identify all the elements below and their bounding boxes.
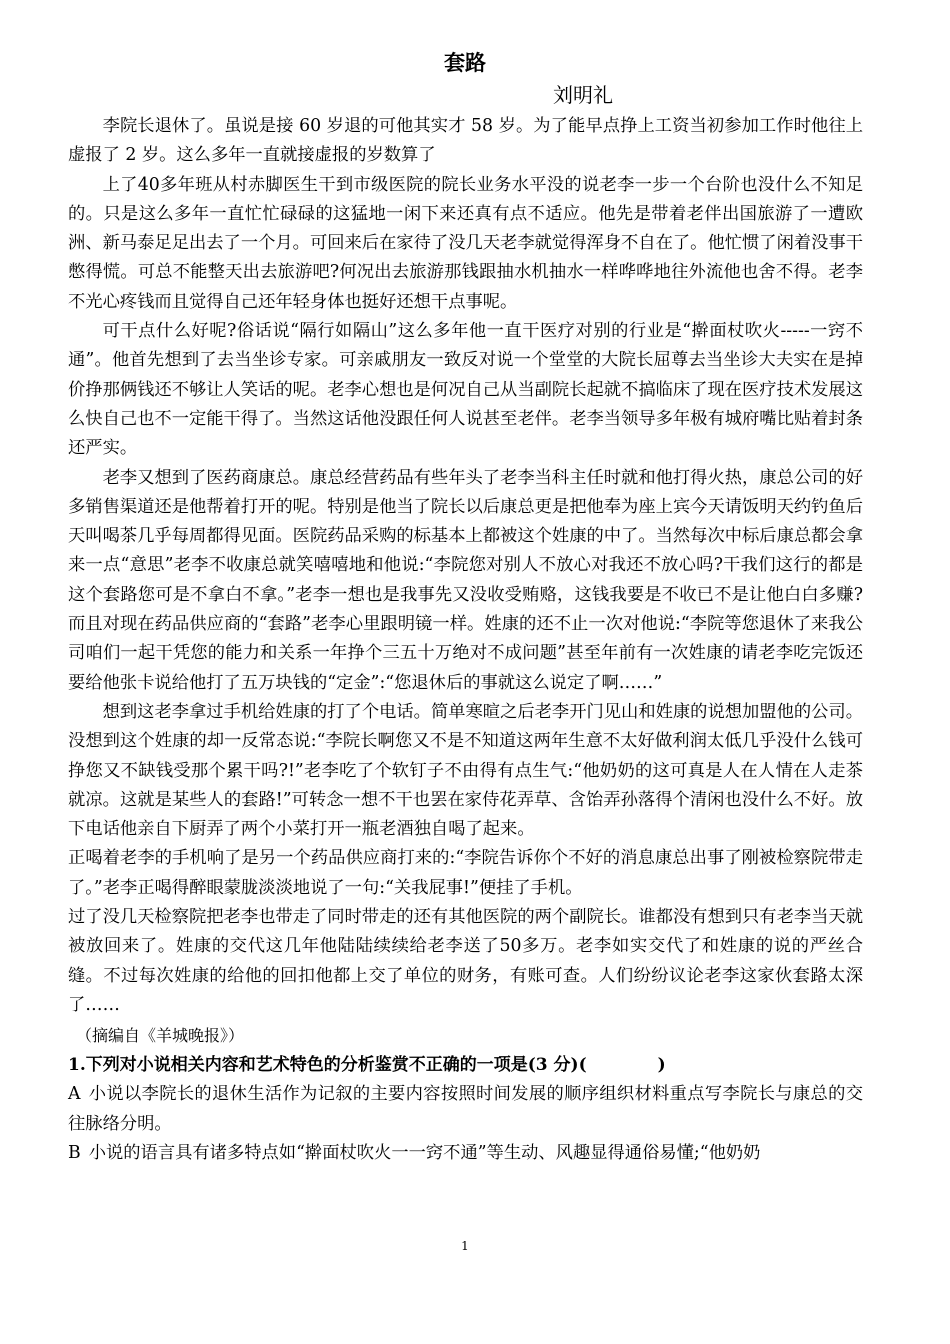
question-1-close: ) bbox=[657, 1055, 666, 1076]
option-b bbox=[68, 1139, 863, 1169]
paragraph-3: 可干点什么好呢?俗话说“隔行如隔山”这么多年他一直干医疗对别的行业是“擀面杖吹火-----一窍不通”。他首先想到了去当坐诊专家。可亲戚朋友一致反对说一个堂堂的大院长屈尊去当坐诊大夫实在是掉价挣那俩钱还不够让人笑话的呢。老李心想也是何况自己从当副院长起就不搞临床了现在医疗技术发展这么快自己也不一定能干得了。当然这话他没跟任何人说甚至老伴。老李当领导多年极有城府嘴比贴着封条还严实。 bbox=[68, 321, 863, 459]
story-title: 套路 bbox=[444, 50, 486, 75]
page-number: 1 bbox=[461, 1239, 469, 1253]
paragraph-1: 李院长退休了。虽说是接 60 岁退的可他其实才 58 岁。为了能早点挣上工资当初参加工作时他往上虚报了 2 岁。这么多年一直就接虚报的岁数算了 bbox=[68, 116, 863, 166]
question-1-text: 1.下列对小说相关内容和艺术特色的分析鉴赏不正确的一项是(3 分)( bbox=[68, 1055, 587, 1076]
author-name: 刘明礼 bbox=[553, 83, 613, 107]
paragraph-7: 过了没几天检察院把老李也带走了同时带走的还有其他医院的两个副院长。谁都没有想到只有老李当天就被放回来了。姓康的交代这几年他陆陆续续给老李送了50多万。老李如实交代了和姓康的说的严丝合缝。不过每次姓康的给他的回扣他都上交了单位的财务，有账可查。人们纷纷议论老李这家伙套路太深了…… bbox=[68, 907, 863, 1015]
paragraph-5: 想到这老李拿过手机给姓康的打了个电话。简单寒暄之后老李开门见山和姓康的说想加盟他的公司。没想到这个姓康的却一反常态说:“李院长啊您又不是不知道这两年生意不太好做利润太低几乎没什么钱可挣您又不缺钱受那个累干吗?!”老李吃了个软钉子不由得有点生气:“他奶奶的这可真是人在人情在人走茶就凉。这就是某些人的套路!”可转念一想不干也罢在家侍花弄草、含饴弄孙落得个清闲也没什么不好。放下电话他亲自下厨弄了两个小菜打开一瓶老酒独自喝了起来。 bbox=[68, 701, 863, 840]
paragraph-6: 正喝着老李的手机响了是另一个药品供应商打来的:“李院告诉你个不好的消息康总出事了刚被检察院带走了。”老李正喝得醉眼蒙胧淡淡地说了一句:“关我屁事!”便挂了手机。 bbox=[68, 848, 863, 898]
option-b-text: 小说的语言具有诸多特点如“擀面杖吹火一一窍不通”等生动、风趣显得通俗易懂;“他奶奶 bbox=[88, 1143, 761, 1164]
option-a-label: A bbox=[68, 1084, 81, 1105]
question-1 bbox=[68, 1051, 863, 1080]
paragraph-2: 上了40多年班从村赤脚医生干到市级医院的院长业务水平没的说老李一步一个台阶也没什么不知足的。只是这么多年一直忙忙碌碌的这猛地一闲下来还真有点不适应。他先是带着老伴出国旅游了一遭欧洲、新马泰足足出去了一个月。可回来后在家待了没几天老李就觉得浑身不自在了。他忙惯了闲着没事干憋得慌。可总不能整天出去旅游吧?何况出去旅游那钱跟抽水机抽水一样哗哗地往外流他也舍不得。老李不光心疼钱而且觉得自己还年轻身体也挺好还想干点事呢。 bbox=[68, 174, 863, 312]
paragraph-4: 老李又想到了医药商康总。康总经营药品有些年头了老李当科主任时就和他打得火热，康总公司的好多销售渠道还是他帮着打开的呢。特别是他当了院长以后康总更是把他奉为座上宾今天请饭明天约钓鱼后天叫喝茶几乎每周都得见面。医院药品采购的标基本上都被这个姓康的中了。当然每次中标后康总都会拿来一点“意思”老李不收康总就笑嘻嘻地和他说:“李院您对别人不放心对我还不放心吗?干我们这行的都是这个套路您可是不拿白不拿。”老李一想也是我事先又没收受贿赂，这钱我要是不收已不是让他白白多赚?而且对现在药品供应商的“套路”老李心里跟明镜一样。姓康的还不止一次对他说:“李院等您退休了来我公司咱们一起干凭您的能力和关系一年挣个三五十万绝对不成问题”甚至年前有一次姓康的请老李吃完饭还要给他张卡说给他打了五万块钱的“定金”:“您退休后的事就这么说定了啊……” bbox=[68, 467, 863, 693]
story-body bbox=[68, 112, 863, 1169]
option-a bbox=[68, 1080, 863, 1139]
option-a-text: 小说以李院长的退休生活作为记叙的主要内容按照时间发展的顺序组织材料重点写李院长与康总的交往脉络分明。 bbox=[68, 1084, 863, 1134]
source-note: （摘编自《羊城晚报》） bbox=[76, 1026, 245, 1046]
option-b-label: B bbox=[68, 1143, 81, 1164]
